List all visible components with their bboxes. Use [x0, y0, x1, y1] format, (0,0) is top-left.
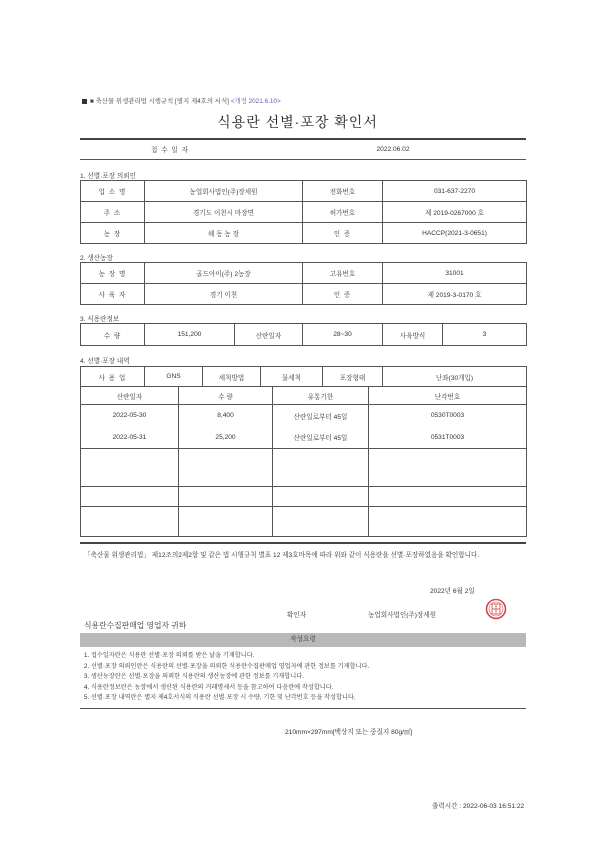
paper-spec: 210mm×297mm[백상지 또는 중질지 80g/㎡]	[285, 729, 413, 736]
table-row	[81, 449, 527, 487]
breeder-label: 사 육 자	[81, 284, 145, 305]
business-name-label: 업 소 명	[81, 181, 145, 202]
unique-number-value: 31001	[383, 263, 527, 284]
table-cell	[179, 487, 273, 507]
grader-label: 사 용 업	[81, 367, 145, 387]
certification-value: HACCP(2021-3-0651)	[383, 223, 527, 244]
producer-farm-name-value: 골드아이(주) 2농장	[145, 263, 303, 284]
table-cell	[179, 507, 273, 537]
table-row	[81, 507, 527, 537]
producer-certification-value: 제 2019-3-0170 호	[383, 284, 527, 305]
column-header: 유통기한	[273, 387, 369, 405]
rearing-method-value: 3	[443, 324, 527, 346]
section1-label: 1. 선별·포장 의뢰인	[80, 173, 136, 180]
signer-name: 농업회사법인(주)장세원	[368, 612, 437, 619]
statement-rule	[80, 542, 526, 544]
address-label: 주 소	[81, 202, 145, 223]
table-cell	[179, 449, 273, 487]
table-cell	[273, 449, 369, 487]
square-bullet-icon	[82, 99, 87, 104]
table-cell	[81, 507, 179, 537]
farm-label: 농 장	[81, 223, 145, 244]
addressee: 식용란수집판매업 영업자 귀하	[84, 621, 187, 630]
requester-table	[80, 180, 527, 244]
revision-note: <개정 2021.6.10>	[230, 98, 281, 105]
quantity-value: 151,200	[145, 324, 235, 346]
table-cell	[369, 449, 527, 487]
table-cell	[369, 487, 527, 507]
wash-method-value: 물세척	[261, 367, 323, 387]
unique-number-label: 고유번호	[303, 263, 383, 284]
farm-value: 해 동 농 장	[145, 223, 303, 244]
table-cell: 8,400	[179, 405, 273, 427]
table-cell: 2022-05-31	[81, 427, 179, 449]
signer-label: 확인자	[287, 612, 307, 619]
receipt-date-label: 접 수 일 자	[151, 147, 189, 154]
rearing-method-label: 사육방식	[383, 324, 443, 346]
table-row	[81, 427, 527, 449]
writing-guide-header: 작성요령	[80, 633, 526, 647]
list-item: 1. 접수일자란은 식용란 선별·포장 의뢰를 받은 날을 기재합니다.	[84, 652, 255, 659]
list-item: 5. 선별·포장 내역란은 별지 제4호서식의 식용란 선별·포장 시 수량, 기한 및 난각번호 등을 작성합니다.	[84, 694, 356, 702]
column-header: 수 량	[179, 387, 273, 405]
laying-date-value: 28~30	[303, 324, 383, 346]
table-row	[81, 487, 527, 507]
official-seal-stamp	[485, 598, 507, 620]
laying-date-label: 산란일자	[235, 324, 303, 346]
breeder-value: 경기 이천	[145, 284, 303, 305]
list-item: 3. 생산농장란은 선별·포장을 의뢰한 식용란의 생산농장에 관한 정보를 기재합니다.	[84, 673, 304, 681]
table-cell: 0531T0003	[369, 427, 527, 449]
table-cell	[273, 507, 369, 537]
notes-rule	[80, 708, 526, 709]
section2-label: 2. 생산농장	[80, 255, 113, 262]
grader-value: GNS	[145, 367, 203, 387]
grading-detail-table	[80, 366, 527, 387]
table-cell	[369, 507, 527, 537]
print-timestamp: 출력시간 : 2022-06-03 16:51:22	[432, 803, 525, 810]
table-cell	[81, 487, 179, 507]
producer-certification-label: 인 증	[303, 284, 383, 305]
table-row	[81, 405, 527, 427]
permit-value: 제 2019-0267000 호	[383, 202, 527, 223]
producer-farm-name-label: 농 장 명	[81, 263, 145, 284]
wash-method-label: 세척방법	[203, 367, 261, 387]
grading-rows-table	[80, 386, 527, 537]
package-type-value: 난좌(30개입)	[383, 367, 527, 387]
issue-date: 2022년 6월 2일	[430, 588, 475, 595]
table-cell: 2022-05-30	[81, 405, 179, 427]
list-item: 2. 선별·포장 의뢰인란은 식용란의 선별·포장을 의뢰한 식용란수집판매업 영업자에 관한 정보를 기재합니다.	[84, 662, 370, 670]
table-cell: 25,200	[179, 427, 273, 449]
column-header: 산란일자	[81, 387, 179, 405]
business-name-value: 농업회사법인(주)장세원	[145, 181, 303, 202]
quantity-label: 수 량	[81, 324, 145, 346]
section4-label: 4. 선별·포장 내역	[80, 358, 130, 365]
legal-note-text: ■ 축산물 위생관리법 시행규칙 [별지 제4호의 서식]	[90, 98, 229, 105]
receipt-table	[80, 140, 526, 158]
table-cell: 0530T0003	[369, 405, 527, 427]
receipt-date-value: 2022.06.02	[376, 145, 410, 153]
column-header: 난각번호	[369, 387, 527, 405]
table-cell: 산란일로부터 45일	[273, 405, 369, 427]
producer-farm-table	[80, 262, 527, 305]
table-cell	[273, 487, 369, 507]
phone-label: 전화번호	[303, 181, 383, 202]
phone-value: 031-637-2270	[383, 181, 527, 202]
section3-label: 3. 식용란정보	[80, 316, 120, 323]
writing-guide-list	[84, 651, 524, 704]
certification-label: 인 증	[303, 223, 383, 244]
confirmation-statement: 「축산물 위생관리법」 제12조의2제2항 및 같은 법 시행규칙 별표 12 제3호마목에 따라 위와 같이 식용란을 선별·포장하였음을 확인합니다.	[84, 552, 480, 559]
form-legal-note	[82, 96, 281, 105]
table-cell	[81, 449, 179, 487]
package-type-label: 포장형태	[323, 367, 383, 387]
receipt-rule	[80, 159, 526, 160]
permit-label: 허가번호	[303, 202, 383, 223]
list-item: 4. 식용란정보란은 농장에서 생산된 식용란의 거래명세서 등을 참고하여 다음란에 작성합니다.	[84, 683, 334, 691]
address-value: 경기도 이천시 마장면	[145, 202, 303, 223]
table-cell: 산란일로부터 45일	[273, 427, 369, 449]
egg-info-table	[80, 323, 527, 346]
document-title: 식용란 선별·포장 확인서	[217, 114, 378, 130]
